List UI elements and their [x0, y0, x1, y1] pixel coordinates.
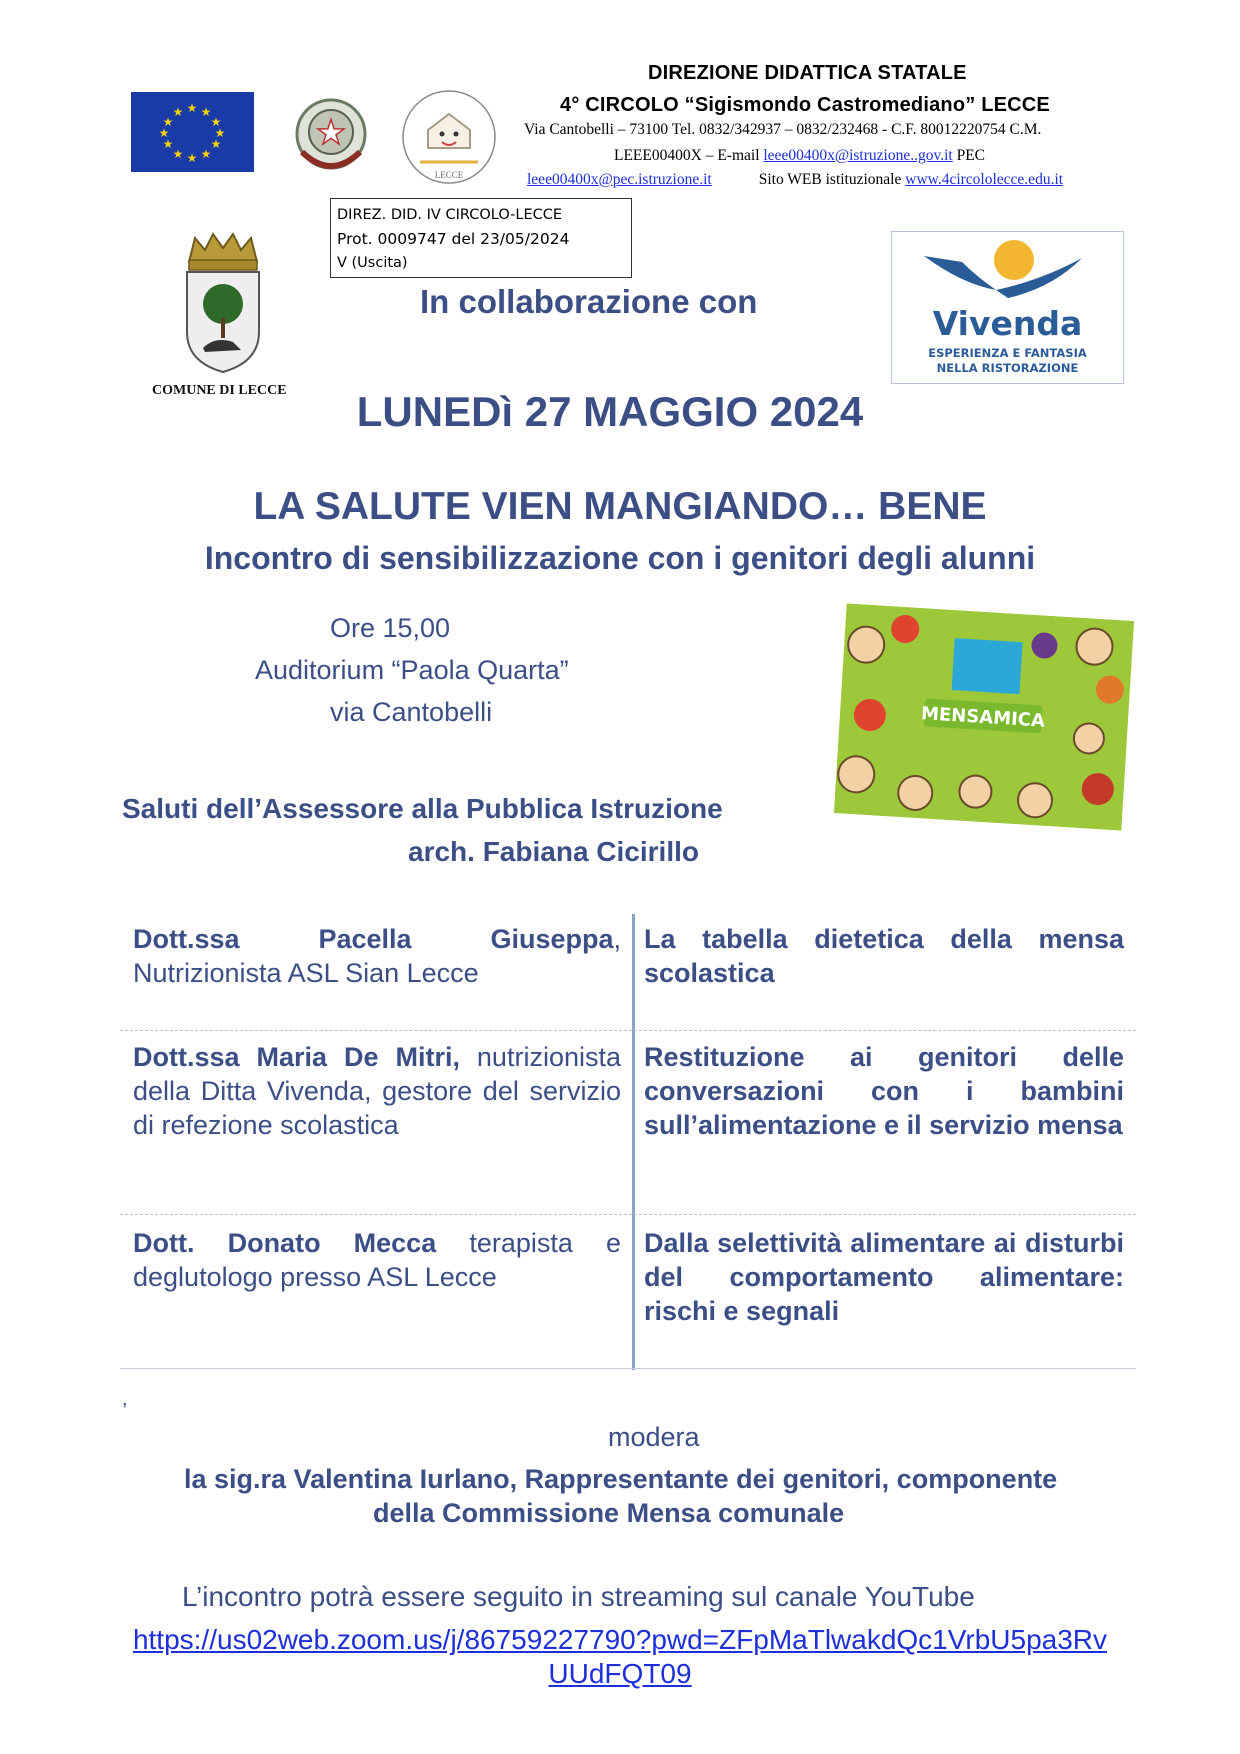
school-name: 4° CIRCOLO “Sigismondo Castromediano” LECCE: [560, 94, 1050, 116]
repubblica-emblem-logo: [290, 92, 372, 182]
speaker-2-role: nutrizionista della Ditta Vivenda, gestore del servizio di refezione scolastica: [133, 1042, 621, 1140]
contact-line: [614, 147, 985, 165]
topic-1: La tabella dietetica della mensa scolastica: [644, 924, 1124, 988]
protocol-line1: DIREZ. DID. IV CIRCOLO-LECCE: [337, 207, 563, 223]
moderator-line1: la sig.ra Valentina Iurlano, Rappresentante dei genitori, componente: [184, 1464, 1058, 1494]
greetings-line: Saluti dell’Assessore alla Pubblica Istruzione: [122, 793, 723, 824]
comune-lecce-crest: [181, 232, 265, 374]
zoom-link-line1[interactable]: https://us02web.zoom.us/j/86759227790?pwd=ZFpMaTlwakdQc1VrbU5pa3Rv: [132, 1624, 1108, 1655]
school-logo: [400, 88, 498, 186]
event-venue: Auditorium “Paola Quarta”: [255, 655, 569, 685]
svg-text:★: ★: [200, 105, 212, 119]
speaker-2: [133, 1040, 621, 1142]
vivenda-tagline-2: NELLA RISTORAZIONE: [936, 361, 1079, 375]
speaker-3-role: terapista e deglutologo presso ASL Lecce: [133, 1228, 621, 1292]
svg-text:★: ★: [186, 101, 198, 115]
event-date: LUNEDì 27 MAGGIO 2024: [356, 388, 864, 435]
event-subtitle: Incontro di sensibilizzazione con i genitori degli alunni: [204, 540, 1036, 576]
svg-text:★: ★: [210, 115, 222, 129]
svg-text:★: ★: [200, 147, 212, 161]
mensamica-image: [834, 603, 1134, 830]
table-divider: [120, 1214, 1136, 1215]
table-divider: [120, 1030, 1136, 1031]
website-link[interactable]: www.4circololecce.edu.it: [905, 171, 1064, 188]
eu-flag-logo: [131, 92, 254, 172]
address-line: Via Cantobelli – 73100 Tel. 0832/342937 – 0832/232468 - C.F. 80012220754 C.M.: [524, 121, 1042, 138]
svg-text:★: ★: [172, 147, 184, 161]
speaker-1-name: Dott.ssa Pacella Giuseppa: [133, 924, 614, 954]
school-code: LEEE00400X – E-mail: [614, 147, 764, 164]
web-line: [527, 171, 1063, 189]
svg-text:★: ★: [186, 151, 198, 165]
institution-title: DIREZIONE DIDATTICA STATALE: [648, 62, 967, 84]
svg-text:LECCE: LECCE: [434, 170, 464, 180]
vivenda-logo: [891, 231, 1124, 384]
svg-text:★: ★: [214, 126, 226, 140]
svg-text:★: ★: [172, 105, 184, 119]
speaker-3: [133, 1226, 621, 1294]
event-street: via Cantobelli: [330, 697, 493, 727]
pec-email-link[interactable]: leee00400x@pec.istruzione.it: [527, 171, 712, 188]
mensamica-title: MENSAMICA: [920, 703, 1046, 732]
speaker-2-name: Dott.ssa Maria De Mitri,: [133, 1042, 460, 1072]
protocol-line3: V (Uscita): [337, 255, 408, 271]
vivenda-tagline-1: ESPERIENZA E FANTASIA: [928, 346, 1087, 360]
event-time: Ore 15,00: [330, 613, 451, 643]
assessor-name: arch. Fabiana Cicirillo: [408, 836, 699, 867]
moderator-label: modera: [608, 1422, 700, 1452]
pec-label: PEC: [952, 147, 986, 164]
svg-text:★: ★: [162, 137, 174, 151]
speaker-1: [133, 922, 621, 990]
topic-3: Dalla selettività alimentare ai disturbi del comportamento alimentare: rischi e segnali: [644, 1228, 1124, 1326]
svg-text:★: ★: [315, 113, 347, 153]
protocol-stamp: [330, 198, 632, 278]
protocol-number: Prot. 0009747 del 23/05/2024: [337, 230, 570, 248]
vivenda-name: Vivenda: [932, 304, 1083, 343]
topic-2: Restituzione ai genitori delle conversazioni con i bambini sull’alimentazione e il servizio mensa: [644, 1042, 1124, 1140]
event-title: LA SALUTE VIEN MANGIANDO… BENE: [253, 485, 987, 528]
streaming-text: L’incontro potrà essere seguito in streaming sul canale YouTube: [182, 1581, 975, 1612]
email-link[interactable]: leee00400x@istruzione..gov.it: [763, 147, 953, 164]
website-label: Sito WEB istituzionale: [758, 171, 906, 188]
comune-label: COMUNE DI LECCE: [152, 383, 287, 398]
collaboration-heading: In collaborazione con: [420, 283, 758, 320]
speaker-3-name: Dott. Donato Mecca: [133, 1228, 437, 1258]
table-divider: [120, 1368, 1136, 1369]
zoom-link[interactable]: [0, 1624, 1240, 1690]
speaker-1-role: , Nutrizionista ASL Sian Lecce: [133, 924, 621, 988]
stray-comma: ,: [122, 1388, 128, 1410]
zoom-link-line2[interactable]: UUdFQT09: [548, 1658, 692, 1689]
moderator-line2: della Commissione Mensa comunale: [373, 1498, 845, 1528]
svg-text:★: ★: [158, 126, 170, 140]
svg-text:★: ★: [210, 137, 222, 151]
svg-text:★: ★: [162, 115, 174, 129]
table-divider-vertical: [632, 914, 635, 1370]
